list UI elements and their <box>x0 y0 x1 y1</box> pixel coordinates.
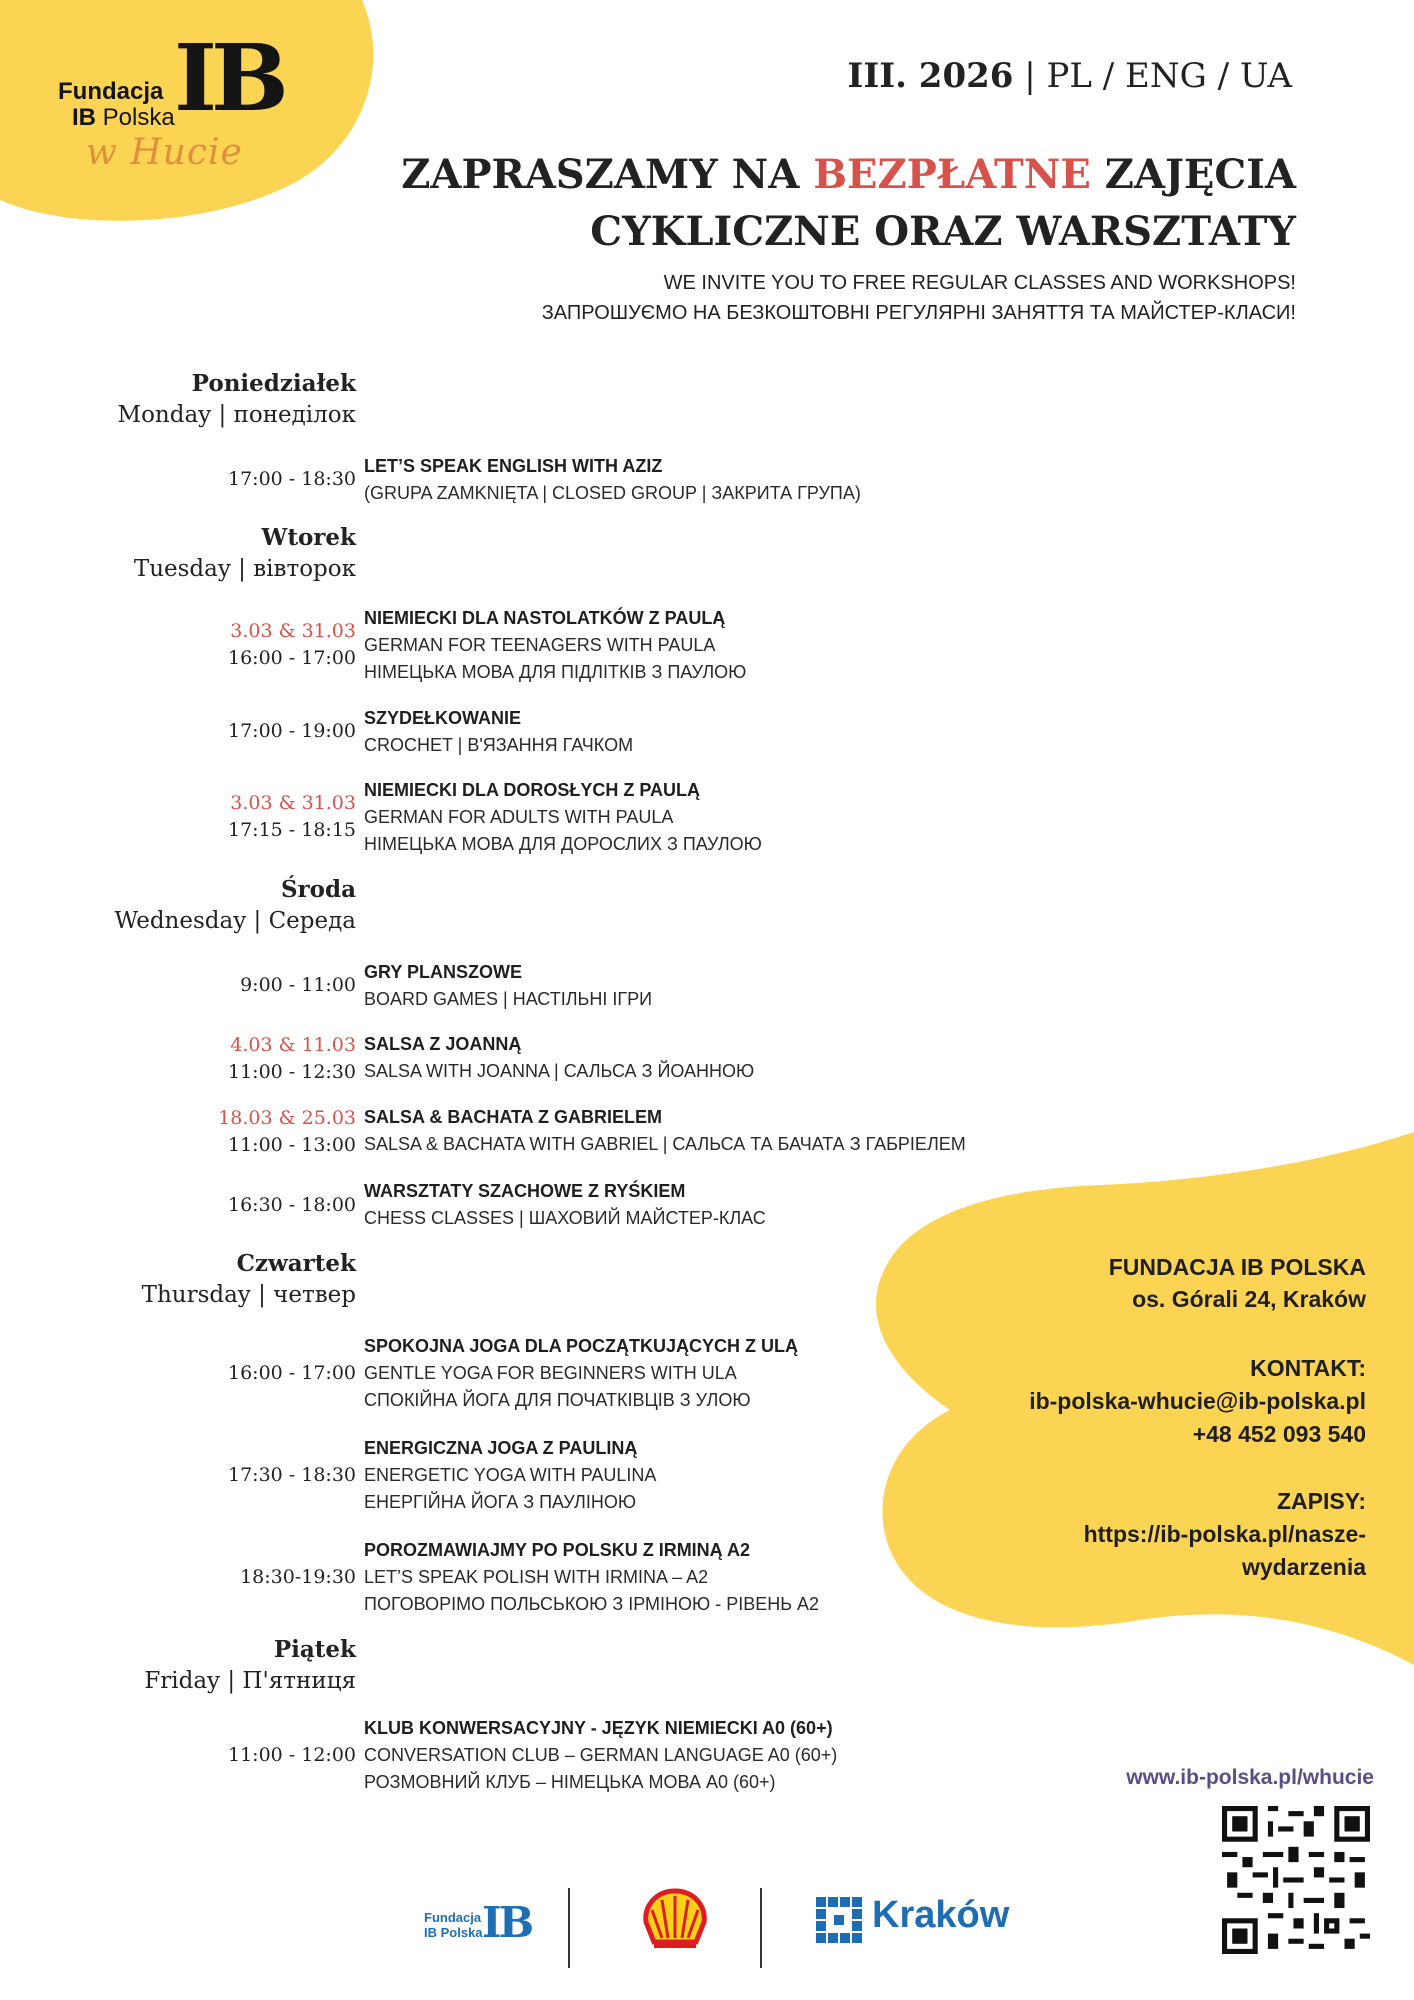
logo-fundacja-text: Fundacja <box>58 78 164 105</box>
event-description: SALSA WITH JOANNA | САЛЬСА З ЙОАННОЮ <box>364 1061 755 1081</box>
event-dates: 3.03 & 31.03 <box>230 620 356 642</box>
event-description: ENERGETIC YOGA WITH PAULINA <box>364 1465 657 1485</box>
fundacja-ib-logo <box>56 24 283 178</box>
event-title: GRY PLANSZOWE <box>364 962 523 982</box>
event-description: (GRUPA ZAMKNIĘTA | CLOSED GROUP | ЗАКРИТА ГРУПА) <box>364 483 861 503</box>
info-org-name: FUNDACJA IB POLSKA <box>1108 1254 1366 1280</box>
logo-ib-polska-text: IB Polska <box>72 104 175 131</box>
event-time: 11:00 - 13:00 <box>227 1134 356 1156</box>
info-email-link[interactable]: ib-polska-whucie@ib-polska.pl <box>1029 1388 1366 1414</box>
headline-free-highlight: BEZPŁATNE <box>813 151 1091 198</box>
event-description: CROCHET | В'ЯЗАННЯ ГАЧКОМ <box>364 735 634 755</box>
event-time: 16:30 - 18:00 <box>227 1194 356 1216</box>
sponsor-divider <box>760 1888 762 1968</box>
event-description: GERMAN FOR ADULTS WITH PAULA <box>364 807 674 827</box>
event-title: SPOKOJNA JOGA DLA POCZĄTKUJĄCYCH Z ULĄ <box>364 1336 799 1356</box>
info-contact-label: KONTAKT: <box>1250 1355 1366 1381</box>
event-description: НІМЕЦЬКА МОВА ДЛЯ ПІДЛІТКІВ З ПАУЛОЮ <box>364 662 747 682</box>
info-signup-link[interactable]: https://ib-polska.pl/nasze- <box>1083 1521 1366 1547</box>
event-description: НІМЕЦЬКА МОВА ДЛЯ ДОРОСЛИХ З ПАУЛОЮ <box>364 834 762 854</box>
event-description: СПОКІЙНА ЙОГА ДЛЯ ПОЧАТКІВЦІВ З УЛОЮ <box>364 1390 751 1410</box>
event-title: NIEMIECKI DLA NASTOLATKÓW Z PAULĄ <box>364 608 726 628</box>
krakow-emblem-icon <box>816 1897 862 1943</box>
event-description: GERMAN FOR TEENAGERS WITH PAULA <box>364 635 716 655</box>
website-link[interactable]: www.ib-polska.pl/whucie <box>1126 1766 1374 1789</box>
event-description: РОЗМОВНИЙ КЛУБ – НІМЕЦЬКА МОВА А0 (60+) <box>364 1772 776 1792</box>
info-phone[interactable]: +48 452 093 540 <box>1192 1421 1366 1447</box>
event-description: CONVERSATION CLUB – GERMAN LANGUAGE A0 (60+) <box>364 1745 838 1765</box>
event-dates: 18.03 & 25.03 <box>218 1107 356 1129</box>
day-heading-thursday: Czwartek <box>236 1250 356 1277</box>
sponsor-fundacja-ib-logo: Fundacja IB Polska IB <box>424 1898 532 1947</box>
sponsor-divider <box>568 1888 570 1968</box>
event-description: SALSA & BACHATA WITH GABRIEL | САЛЬСА ТА БАЧАТА З ГАБРІЕЛЕМ <box>364 1134 966 1154</box>
day-heading-wednesday: Środa <box>280 876 356 903</box>
event-description: LET’S SPEAK POLISH WITH IRMINA – A2 <box>364 1567 709 1587</box>
event-title: POROZMAWIAJMY PO POLSKU Z IRMINĄ A2 <box>364 1540 751 1560</box>
headline: ZAPRASZAMY NA BEZPŁATNE ZAJĘCIA CYKLICZNE ORAZ WARSZTATY <box>401 151 1296 255</box>
event-dates: 4.03 & 11.03 <box>230 1034 356 1056</box>
event-time: 9:00 - 11:00 <box>240 974 356 996</box>
event-title: ENERGICZNA JOGA Z PAULINĄ <box>364 1438 638 1458</box>
event-title: WARSZTATY SZACHOWE Z RYŚKIEM <box>364 1181 686 1201</box>
day-heading-tuesday: Wtorek <box>261 524 356 551</box>
event-description: GENTLE YOGA FOR BEGINNERS WITH ULA <box>364 1363 737 1383</box>
event-description: ПОГОВОРІМО ПОЛЬСЬКОЮ З ІРМІНОЮ - РІВЕНЬ А2 <box>364 1594 820 1614</box>
event-title: SZYDEŁKOWANIE <box>364 708 522 728</box>
event-time: 18:30-19:30 <box>240 1566 356 1588</box>
info-signup-link-cont[interactable]: wydarzenia <box>1242 1554 1366 1580</box>
event-time: 16:00 - 17:00 <box>227 647 356 669</box>
event-time: 11:00 - 12:30 <box>227 1061 356 1083</box>
event-time: 17:00 - 19:00 <box>227 720 356 742</box>
event-dates: 3.03 & 31.03 <box>230 792 356 814</box>
qr-code[interactable] <box>1222 1806 1370 1954</box>
day-heading-friday: Piątek <box>273 1636 356 1663</box>
day-heading-monday: Poniedziałek <box>191 370 356 397</box>
info-address: os. Górali 24, Kraków <box>1132 1286 1366 1312</box>
event-title: KLUB KONWERSACYJNY - JĘZYK NIEMIECKI A0 (60+) <box>364 1718 833 1738</box>
event-time: 17:15 - 18:15 <box>227 819 356 841</box>
event-description: ЕНЕРГІЙНА ЙОГА З ПАУЛІНОЮ <box>364 1492 637 1512</box>
event-title: NIEMIECKI DLA DOROSŁYCH Z PAULĄ <box>364 780 700 800</box>
event-title: SALSA & BACHATA Z GABRIELEM <box>364 1107 662 1127</box>
event-time: 16:00 - 17:00 <box>227 1362 356 1384</box>
info-signup-label: ZAPISY: <box>1276 1488 1366 1514</box>
day-subheading-wednesday: Wednesday | Середа <box>114 908 356 934</box>
event-description: CHESS CLASSES | ШАХОВИЙ МАЙСТЕР-КЛАС <box>364 1208 766 1228</box>
event-time: 11:00 - 12:00 <box>227 1744 356 1766</box>
event-title: SALSA Z JOANNĄ <box>364 1034 522 1054</box>
event-time: 17:00 - 18:30 <box>227 468 356 490</box>
day-subheading-friday: Friday | П'ятниця <box>144 1668 356 1694</box>
event-time: 17:30 - 18:30 <box>227 1464 356 1486</box>
day-subheading-tuesday: Tuesday | вівторок <box>133 556 356 582</box>
krakow-logo-text: Kraków <box>872 1894 1010 1936</box>
subline-ukrainian: ЗАПРОШУЄМО НА БЕЗКОШТОВНІ РЕГУЛЯРНІ ЗАНЯТТЯ ТА МАЙСТЕР-КЛАСИ! <box>541 302 1296 324</box>
event-description: BOARD GAMES | НАСТІЛЬНІ ІГРИ <box>364 989 653 1009</box>
subline-english: WE INVITE YOU TO FREE REGULAR CLASSES AND WORKSHOPS! <box>663 272 1296 294</box>
edition-label: III. 2026 | PL / ENG / UA <box>847 56 1292 96</box>
day-subheading-thursday: Thursday | четвер <box>141 1282 356 1308</box>
logo-w-hucie-script: w Hucie <box>86 132 243 173</box>
event-title: LET’S SPEAK ENGLISH WITH AZIZ <box>364 456 663 476</box>
logo-ib-mark: IB <box>174 24 283 132</box>
day-subheading-monday: Monday | понеділок <box>117 402 356 428</box>
shell-logo-icon <box>640 1888 710 1952</box>
